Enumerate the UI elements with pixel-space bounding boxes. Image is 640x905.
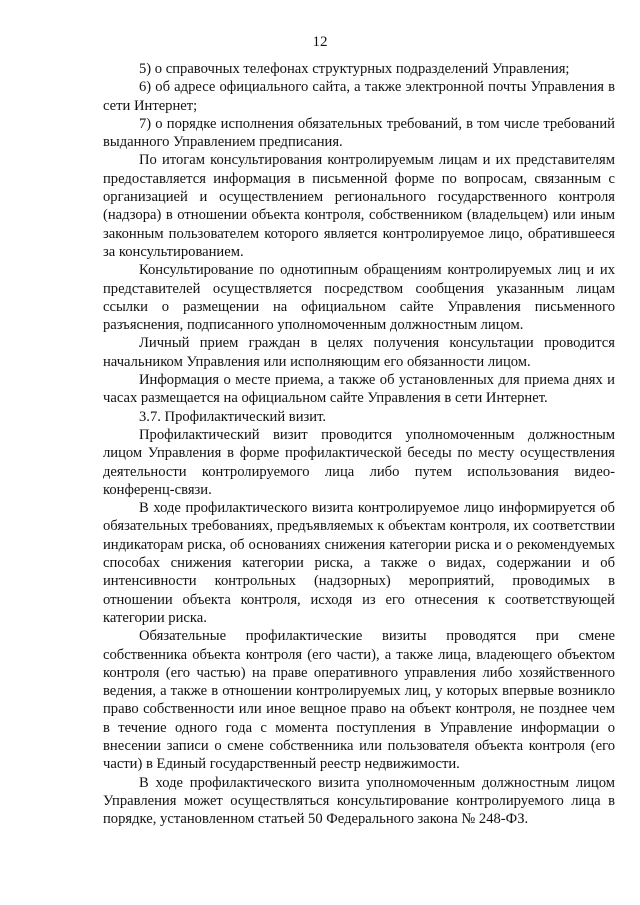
paragraph-personal-reception: Личный прием граждан в целях получения консультации проводится начальником Управления или исполняющим его обязанности лицом. [103,335,615,370]
list-item-requirements: 7) о порядке исполнения обязательных требований, в том числе требований выданного Управлением предписания. [103,115,615,151]
paragraph-uniform-requests: Консультирование по однотипным обращениям контролируемых лиц и их представителей осуществляется посредством сообщения указанным лицам ссылки о размещении на официальном сайте Управления письменного разъяснения, подписанного уполномоченным должностным лицом. [103,262,615,334]
paragraph-visit-informing: В ходе профилактического визита контролируемое лицо информируется об обязательных требованиях, предъявляемых к объектам контроля, их соответствии индикаторам риска, об основаниях снижения категории риска и о рекомендуемых способах снижения категории риска, а также о видах, содержании и об интенсивности контрольных (надзорных) мероприятий, проводимых в отношении объекта контроля, исходя из его отнесения к соответствующей категории риска. [103,500,615,626]
paragraph-visit-consultation: В ходе профилактического визита уполномоченным должностным лицом Управления может осуществляться консультирование контролируемого лица в порядке, установленном статьей 50 Федерального закона № 248-ФЗ. [103,774,615,828]
paragraph-reception-info: Информация о месте приема, а также об установленных для приема днях и часах размещается на официальном сайте Управления в сети Интернет. [103,372,615,407]
paragraph-consultation-results: По итогам консультирования контролируемым лицам и их представителям предоставляется информация в письменной форме по вопросам, связанным с организацией и осуществлением регионального государственного контроля (надзора) в отношении объекта контроля, собственником (владельцем) или иным законным пользователем которого является контролируемое лицо, обратившееся за консультированием. [103,152,615,260]
section-heading-preventive-visit: 3.7. Профилактический визит. [139,408,327,425]
page-number: 12 [312,34,328,50]
paragraph-visit-description: Профилактический визит проводится уполномоченным должностным лицом Управления в форме профилактической беседы по месту осуществления деятельности контролируемого лица либо путем использования видео-конференц-связи. [103,426,615,498]
document-body [103,60,615,828]
list-item-website: 6) об адресе официального сайта, а также электронной почты Управления в сети Интернет; [103,79,615,114]
paragraph-mandatory-visits: Обязательные профилактические визиты проводятся при смене собственника объекта контроля (его части), а также лица, владеющего объектом контроля (его частью) на праве оперативного управления либо хозяйственного ведения, а также в отношении контролируемых лиц, у которых впервые возникло право собственности или иное вещное право на объект контроля, не позднее чем в течение одного года с момента поступления в Управление информации о внесении записи о смене собственника или пользователя объекта контроля (его части) в Единый государственный реестр недвижимости. [103,628,615,773]
list-item-phones: 5) о справочных телефонах структурных подразделений Управления; [139,61,570,77]
